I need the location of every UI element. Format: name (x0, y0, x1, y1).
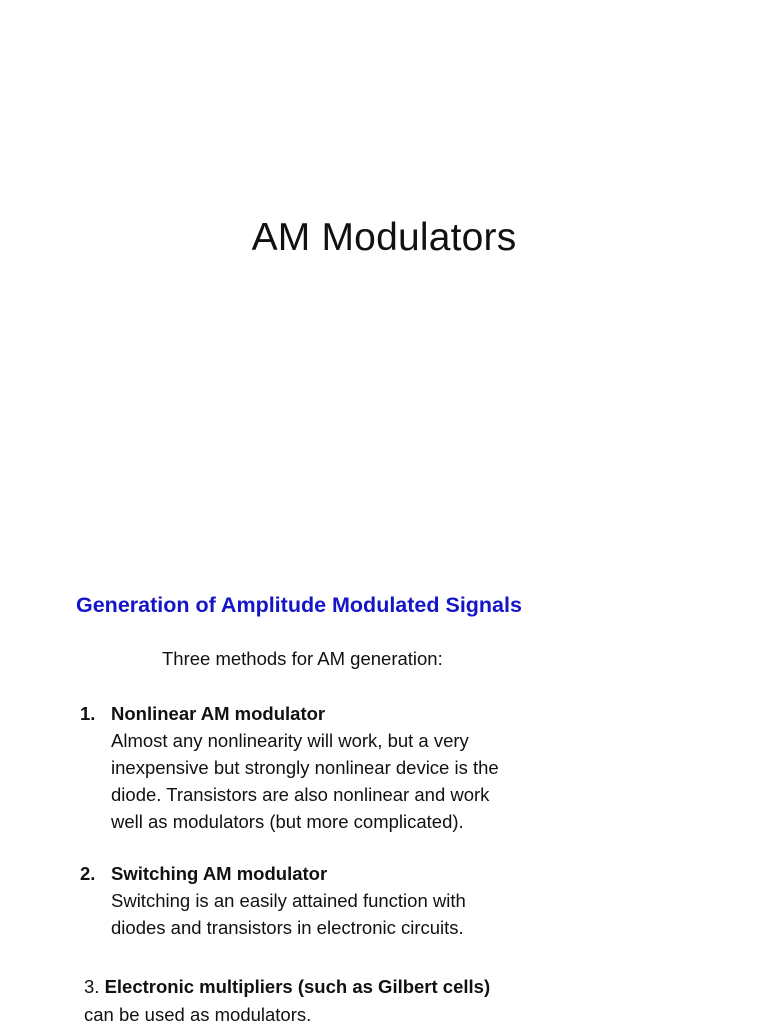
description-line: inexpensive but strongly nonlinear device is the (111, 757, 499, 778)
method-name: Switching AM modulator (111, 863, 328, 884)
description-line: diodes and transistors in electronic circuits. (111, 917, 464, 938)
method-number: 2. (80, 863, 96, 884)
description-line: well as modulators (but more complicated). (111, 811, 464, 832)
method-description (111, 887, 466, 941)
method-name: Electronic multipliers (such as Gilbert cells) (104, 976, 491, 997)
method-description (111, 727, 499, 835)
content-slide (0, 560, 768, 1024)
method-item-multipliers (84, 973, 490, 1029)
method-number: 3. (84, 976, 105, 997)
method-name: Nonlinear AM modulator (111, 703, 326, 724)
slide-title: AM Modulators (251, 216, 517, 259)
description-line: Switching is an easily attained function with (111, 890, 466, 911)
intro-text: Three methods for AM generation: (162, 648, 443, 669)
method-heading-row (84, 973, 490, 1001)
description-line: diode. Transistors are also nonlinear and work (111, 784, 490, 805)
method-number: 1. (80, 703, 96, 724)
description-line: can be used as modulators. (84, 1004, 312, 1025)
section-heading: Generation of Amplitude Modulated Signals (76, 593, 522, 617)
description-line: Almost any nonlinearity will work, but a very (111, 730, 469, 751)
